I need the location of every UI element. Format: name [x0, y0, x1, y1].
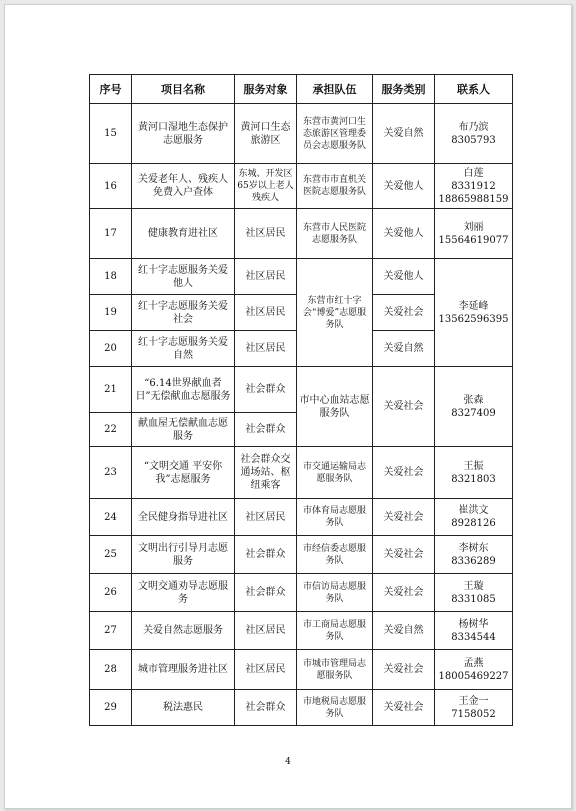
header-contact: 联系人 — [435, 75, 513, 104]
contact-cell — [435, 209, 513, 259]
row-no: 26 — [90, 574, 132, 612]
contact-cell — [435, 650, 513, 690]
project-name: 城市管理服务进社区 — [132, 650, 235, 690]
contact-phone-2: 18865988159 — [438, 193, 509, 205]
service-team: 市体育局志愿服务队 — [297, 499, 373, 536]
table-row — [90, 612, 513, 650]
project-name: 关爱老年人、残疾人免费入户查体 — [132, 164, 235, 209]
service-category: 关爱社会 — [373, 295, 435, 331]
contact-phone: 8331912 — [451, 180, 496, 192]
table-row — [90, 536, 513, 574]
service-target: 社区居民 — [235, 209, 297, 259]
volunteer-project-table — [89, 74, 513, 726]
contact-name: 李延峰 — [458, 300, 489, 312]
table-row — [90, 367, 513, 413]
service-category: 关爱他人 — [373, 259, 435, 295]
contact-phone: 13562596395 — [438, 313, 509, 325]
contact-name: 布乃滨 — [458, 121, 489, 133]
service-team: 市中心血站志愿服务队 — [297, 367, 373, 447]
project-name: “6.14世界献血者日”无偿献血志愿服务 — [132, 367, 235, 413]
contact-name: 李树东 — [458, 542, 489, 554]
project-name: 文明出行引导月志愿服务 — [132, 536, 235, 574]
project-name: 红十字志愿服务关爱自然 — [132, 331, 235, 367]
service-target: 社区居民 — [235, 650, 297, 690]
contact-name: 崔洪文 — [458, 505, 489, 516]
contact-cell — [435, 164, 513, 209]
contact-phone: 8327409 — [451, 407, 496, 419]
contact-name: 王振 — [463, 460, 484, 472]
contact-name: 白莲 — [463, 167, 484, 179]
service-category: 关爱社会 — [373, 536, 435, 574]
contact-cell — [435, 259, 513, 367]
service-category: 关爱他人 — [373, 164, 435, 209]
table-header-row — [90, 75, 513, 104]
service-target: 社会群众 — [235, 536, 297, 574]
service-target: 社区居民 — [235, 295, 297, 331]
row-no: 15 — [90, 104, 132, 164]
contact-phone: 8336289 — [451, 555, 496, 567]
contact-phone: 8331085 — [451, 593, 496, 605]
service-target: 社区居民 — [235, 331, 297, 367]
header-category: 服务类别 — [373, 75, 435, 104]
contact-phone: 7158052 — [451, 708, 496, 720]
row-no: 17 — [90, 209, 132, 259]
contact-cell — [435, 499, 513, 536]
row-no: 16 — [90, 164, 132, 209]
service-team: 市工商局志愿服务队 — [297, 612, 373, 650]
table-row — [90, 447, 513, 499]
service-category: 关爱社会 — [373, 367, 435, 447]
service-category: 关爱社会 — [373, 650, 435, 690]
table-row — [90, 209, 513, 259]
service-category: 关爱自然 — [373, 331, 435, 367]
project-name: 关爱自然志愿服务 — [132, 612, 235, 650]
header-team: 承担队伍 — [297, 75, 373, 104]
contact-cell — [435, 612, 513, 650]
project-name: 税法惠民 — [132, 690, 235, 726]
contact-name: 刘丽 — [463, 221, 484, 233]
row-no: 25 — [90, 536, 132, 574]
service-team: 市地税局志愿服务队 — [297, 690, 373, 726]
row-no: 23 — [90, 447, 132, 499]
service-team: 东营市红十字会“博爱”志愿服务队 — [297, 259, 373, 367]
table-row — [90, 259, 513, 295]
contact-phone: 8334544 — [451, 631, 496, 643]
contact-name: 王璇 — [463, 580, 484, 592]
project-name: 文明交通劝导志愿服务 — [132, 574, 235, 612]
contact-cell — [435, 690, 513, 726]
contact-cell — [435, 574, 513, 612]
table-row — [90, 574, 513, 612]
contact-name: 张森 — [463, 394, 484, 406]
document-page — [4, 4, 572, 809]
service-team: 市经信委志愿服务队 — [297, 536, 373, 574]
service-category: 关爱社会 — [373, 499, 435, 536]
project-name: “文明交通 平安你我”志愿服务 — [132, 447, 235, 499]
contact-cell — [435, 104, 513, 164]
table-row — [90, 690, 513, 726]
service-target: 黄河口生态旅游区 — [235, 104, 297, 164]
service-target: 社区居民 — [235, 499, 297, 536]
header-target: 服务对象 — [235, 75, 297, 104]
project-name: 红十字志愿服务关爱他人 — [132, 259, 235, 295]
row-no: 27 — [90, 612, 132, 650]
header-name: 项目名称 — [132, 75, 235, 104]
contact-phone: 8928126 — [451, 518, 496, 529]
table-row — [90, 499, 513, 536]
project-name: 全民健身指导进社区 — [132, 499, 235, 536]
service-target: 社会群众 — [235, 413, 297, 447]
service-target: 社会群众 — [235, 574, 297, 612]
contact-cell — [435, 536, 513, 574]
service-team: 市城市管理局志愿服务队 — [297, 650, 373, 690]
service-team: 市信访局志愿服务队 — [297, 574, 373, 612]
row-no: 20 — [90, 331, 132, 367]
contact-name: 杨树华 — [458, 618, 489, 630]
table-row — [90, 104, 513, 164]
service-target: 社区居民 — [235, 259, 297, 295]
page-number: 4 — [285, 757, 291, 767]
table-row — [90, 650, 513, 690]
contact-name: 孟燕 — [463, 657, 484, 669]
service-team: 市交通运输局志愿服务队 — [297, 447, 373, 499]
contact-phone: 8321803 — [451, 473, 496, 485]
contact-cell — [435, 367, 513, 447]
service-category: 关爱自然 — [373, 612, 435, 650]
service-target: 社会群众 — [235, 367, 297, 413]
contact-name: 王金一 — [458, 695, 489, 707]
table-row — [90, 164, 513, 209]
contact-phone: 18005469227 — [438, 670, 509, 682]
row-no: 21 — [90, 367, 132, 413]
service-category: 关爱社会 — [373, 690, 435, 726]
contact-phone: 15564619077 — [438, 234, 509, 246]
project-name: 健康教育进社区 — [132, 209, 235, 259]
row-no: 28 — [90, 650, 132, 690]
row-no: 19 — [90, 295, 132, 331]
project-name: 红十字志愿服务关爱社会 — [132, 295, 235, 331]
project-name: 黄河口湿地生态保护志愿服务 — [132, 104, 235, 164]
service-team: 东营市市直机关医院志愿服务队 — [297, 164, 373, 209]
row-no: 29 — [90, 690, 132, 726]
contact-phone: 8305793 — [451, 134, 496, 146]
row-no: 24 — [90, 499, 132, 536]
project-name: 献血屋无偿献血志愿服务 — [132, 413, 235, 447]
row-no: 18 — [90, 259, 132, 295]
service-target: 社会群众交通场站、枢纽乘客 — [235, 447, 297, 499]
contact-cell — [435, 447, 513, 499]
service-team: 东营市黄河口生态旅游区管理委员会志愿服务队 — [297, 104, 373, 164]
service-category: 关爱社会 — [373, 574, 435, 612]
row-no: 22 — [90, 413, 132, 447]
service-target: 社会群众 — [235, 690, 297, 726]
service-category: 关爱他人 — [373, 209, 435, 259]
service-target: 社区居民 — [235, 612, 297, 650]
service-team: 东营市人民医院志愿服务队 — [297, 209, 373, 259]
service-category: 关爱社会 — [373, 447, 435, 499]
header-no: 序号 — [90, 75, 132, 104]
service-category: 关爱自然 — [373, 104, 435, 164]
service-target: 东城、开发区65岁以上老人残疾人 — [235, 164, 297, 209]
